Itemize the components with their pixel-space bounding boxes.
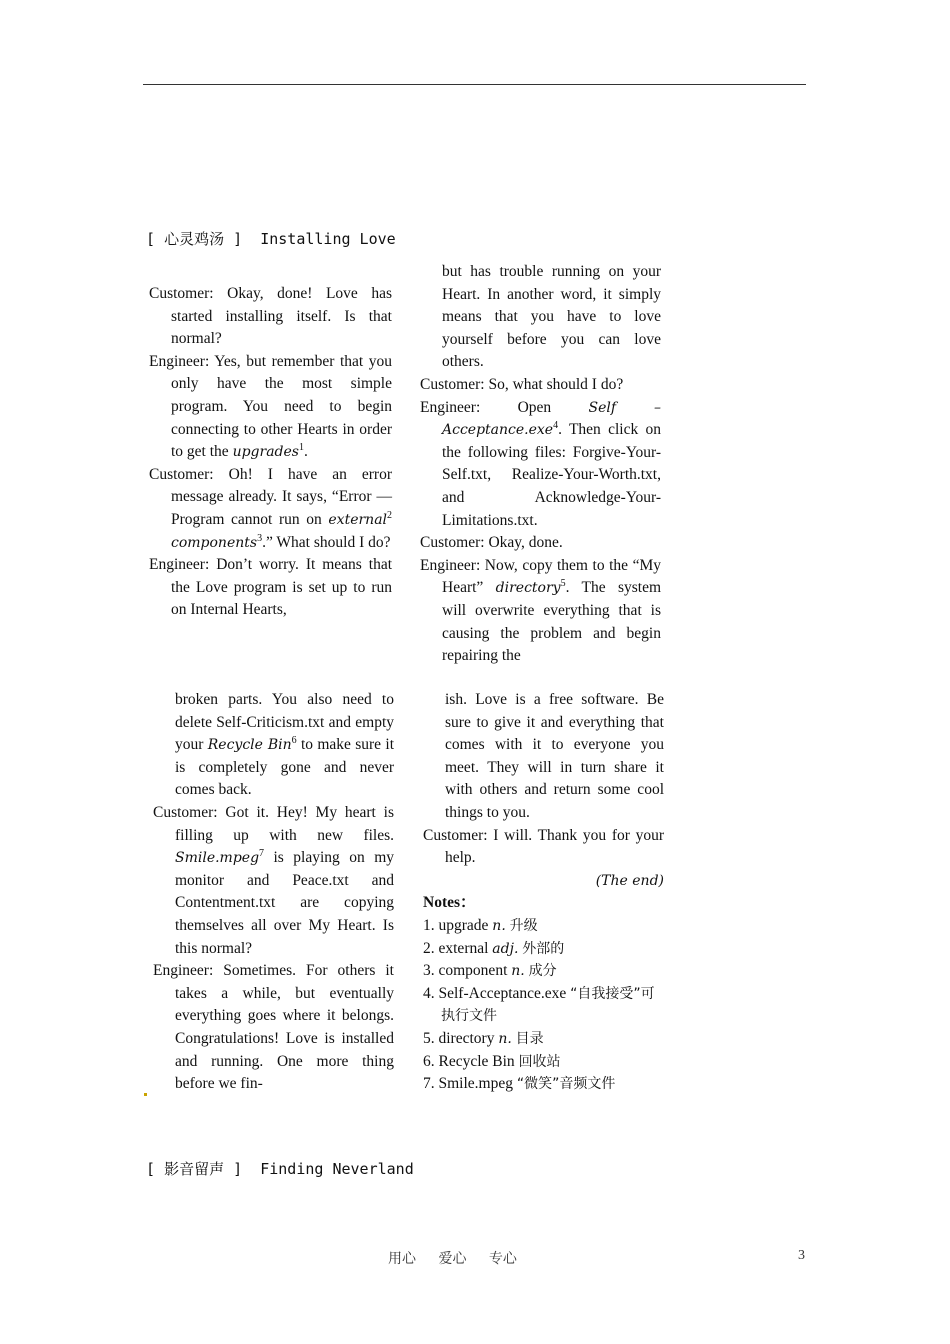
dialogue-entry: Engineer: Open Self –Acceptance.exe$^4$. Then click on the following files: Forgive-Your-Self.txt, Realize-Your-Worth.txt, and Acknowledge-Your-Limitations.txt. xyxy=(420,398,661,529)
note-item: 6. Recycle Bin 回收站 xyxy=(423,1052,561,1070)
column-4 xyxy=(423,689,664,1096)
note-item: 1. upgrade n. 升级 xyxy=(423,916,538,934)
continued-text: ish. Love is a free software. Be sure to give it and everything that comes with it to everyone you meet. They will in turn share it with others and return some cool things to you. xyxy=(445,691,664,821)
dialogue-entry: Customer: So, what should I do? xyxy=(420,375,624,393)
the-end-mark: (The end) xyxy=(595,872,664,889)
notes-title: Notes： xyxy=(423,894,476,912)
dialogue-entry: Customer: Okay, done! Love has started installing itself. Is that normal? xyxy=(149,285,392,348)
dialogue-entry: Customer: Oh! I have an error message already. It says, “Error — Program cannot run on external$^2$ components$^3$.” What should I do? xyxy=(149,465,393,551)
page-footer: 用心 爱心 专心 xyxy=(388,1251,517,1267)
note-item: 4. Self-Acceptance.exe “自我接受”可执行文件 xyxy=(423,984,655,1025)
note-item: 7. Smile.mpeg “微笑”音频文件 xyxy=(423,1075,616,1093)
dialogue-entry: Engineer: Yes, but remember that you only have the most simple program. You need to begin connecting to other Hearts in order to get the upgrades$^1$. xyxy=(149,352,392,461)
note-item: 5. directory n. 目录 xyxy=(423,1029,544,1047)
column-3 xyxy=(153,689,394,1096)
continued-text: but has trouble running on your Heart. In another word, it simply means that you have to love yourself before you can love others. xyxy=(442,263,661,371)
stray-mark xyxy=(144,1093,147,1096)
dialogue-entry: Engineer: Sometimes. For others it takes a while, but eventually everything goes where it belongs. Congratulations! Love is installed and running. One more thing before we fin- xyxy=(153,962,394,1093)
column-2 xyxy=(420,261,661,668)
section-heading-finding-neverland: [ 影音留声 ] Finding Neverland xyxy=(146,1160,414,1178)
section-heading-installing-love: [ 心灵鸡汤 ] Installing Love xyxy=(146,230,396,248)
dialogue-entry: Engineer: Now, copy them to the “My Heart” directory$^5$. The system will overwrite everything that is causing the problem and begin repairing the xyxy=(420,556,662,665)
header-rule xyxy=(143,84,806,85)
dialogue-entry: Customer: Okay, done. xyxy=(420,534,563,552)
dialogue-entry: Customer: Got it. Hey! My heart is filling up with new files. Smile.mpeg$^7$ is playing on my monitor and Peace.txt and Contentment.txt are copying themselves all over My Heart. Is this normal? xyxy=(153,803,394,957)
dialogue-entry: Customer: I will. Thank you for your help. xyxy=(423,826,665,867)
dialogue-entry: Engineer: Don’t worry. It means that the Love program is set up to run on Internal Hearts, xyxy=(149,556,393,619)
column-1 xyxy=(149,283,392,622)
note-item: 3. component n. 成分 xyxy=(423,962,557,980)
page-number: 3 xyxy=(798,1248,805,1263)
note-item: 2. external adj. 外部的 xyxy=(423,939,565,957)
continued-text: broken parts. You also need to delete Self-Criticism.txt and empty your Recycle Bin$^6$ to make sure it is completely gone and never comes back. xyxy=(175,691,394,799)
